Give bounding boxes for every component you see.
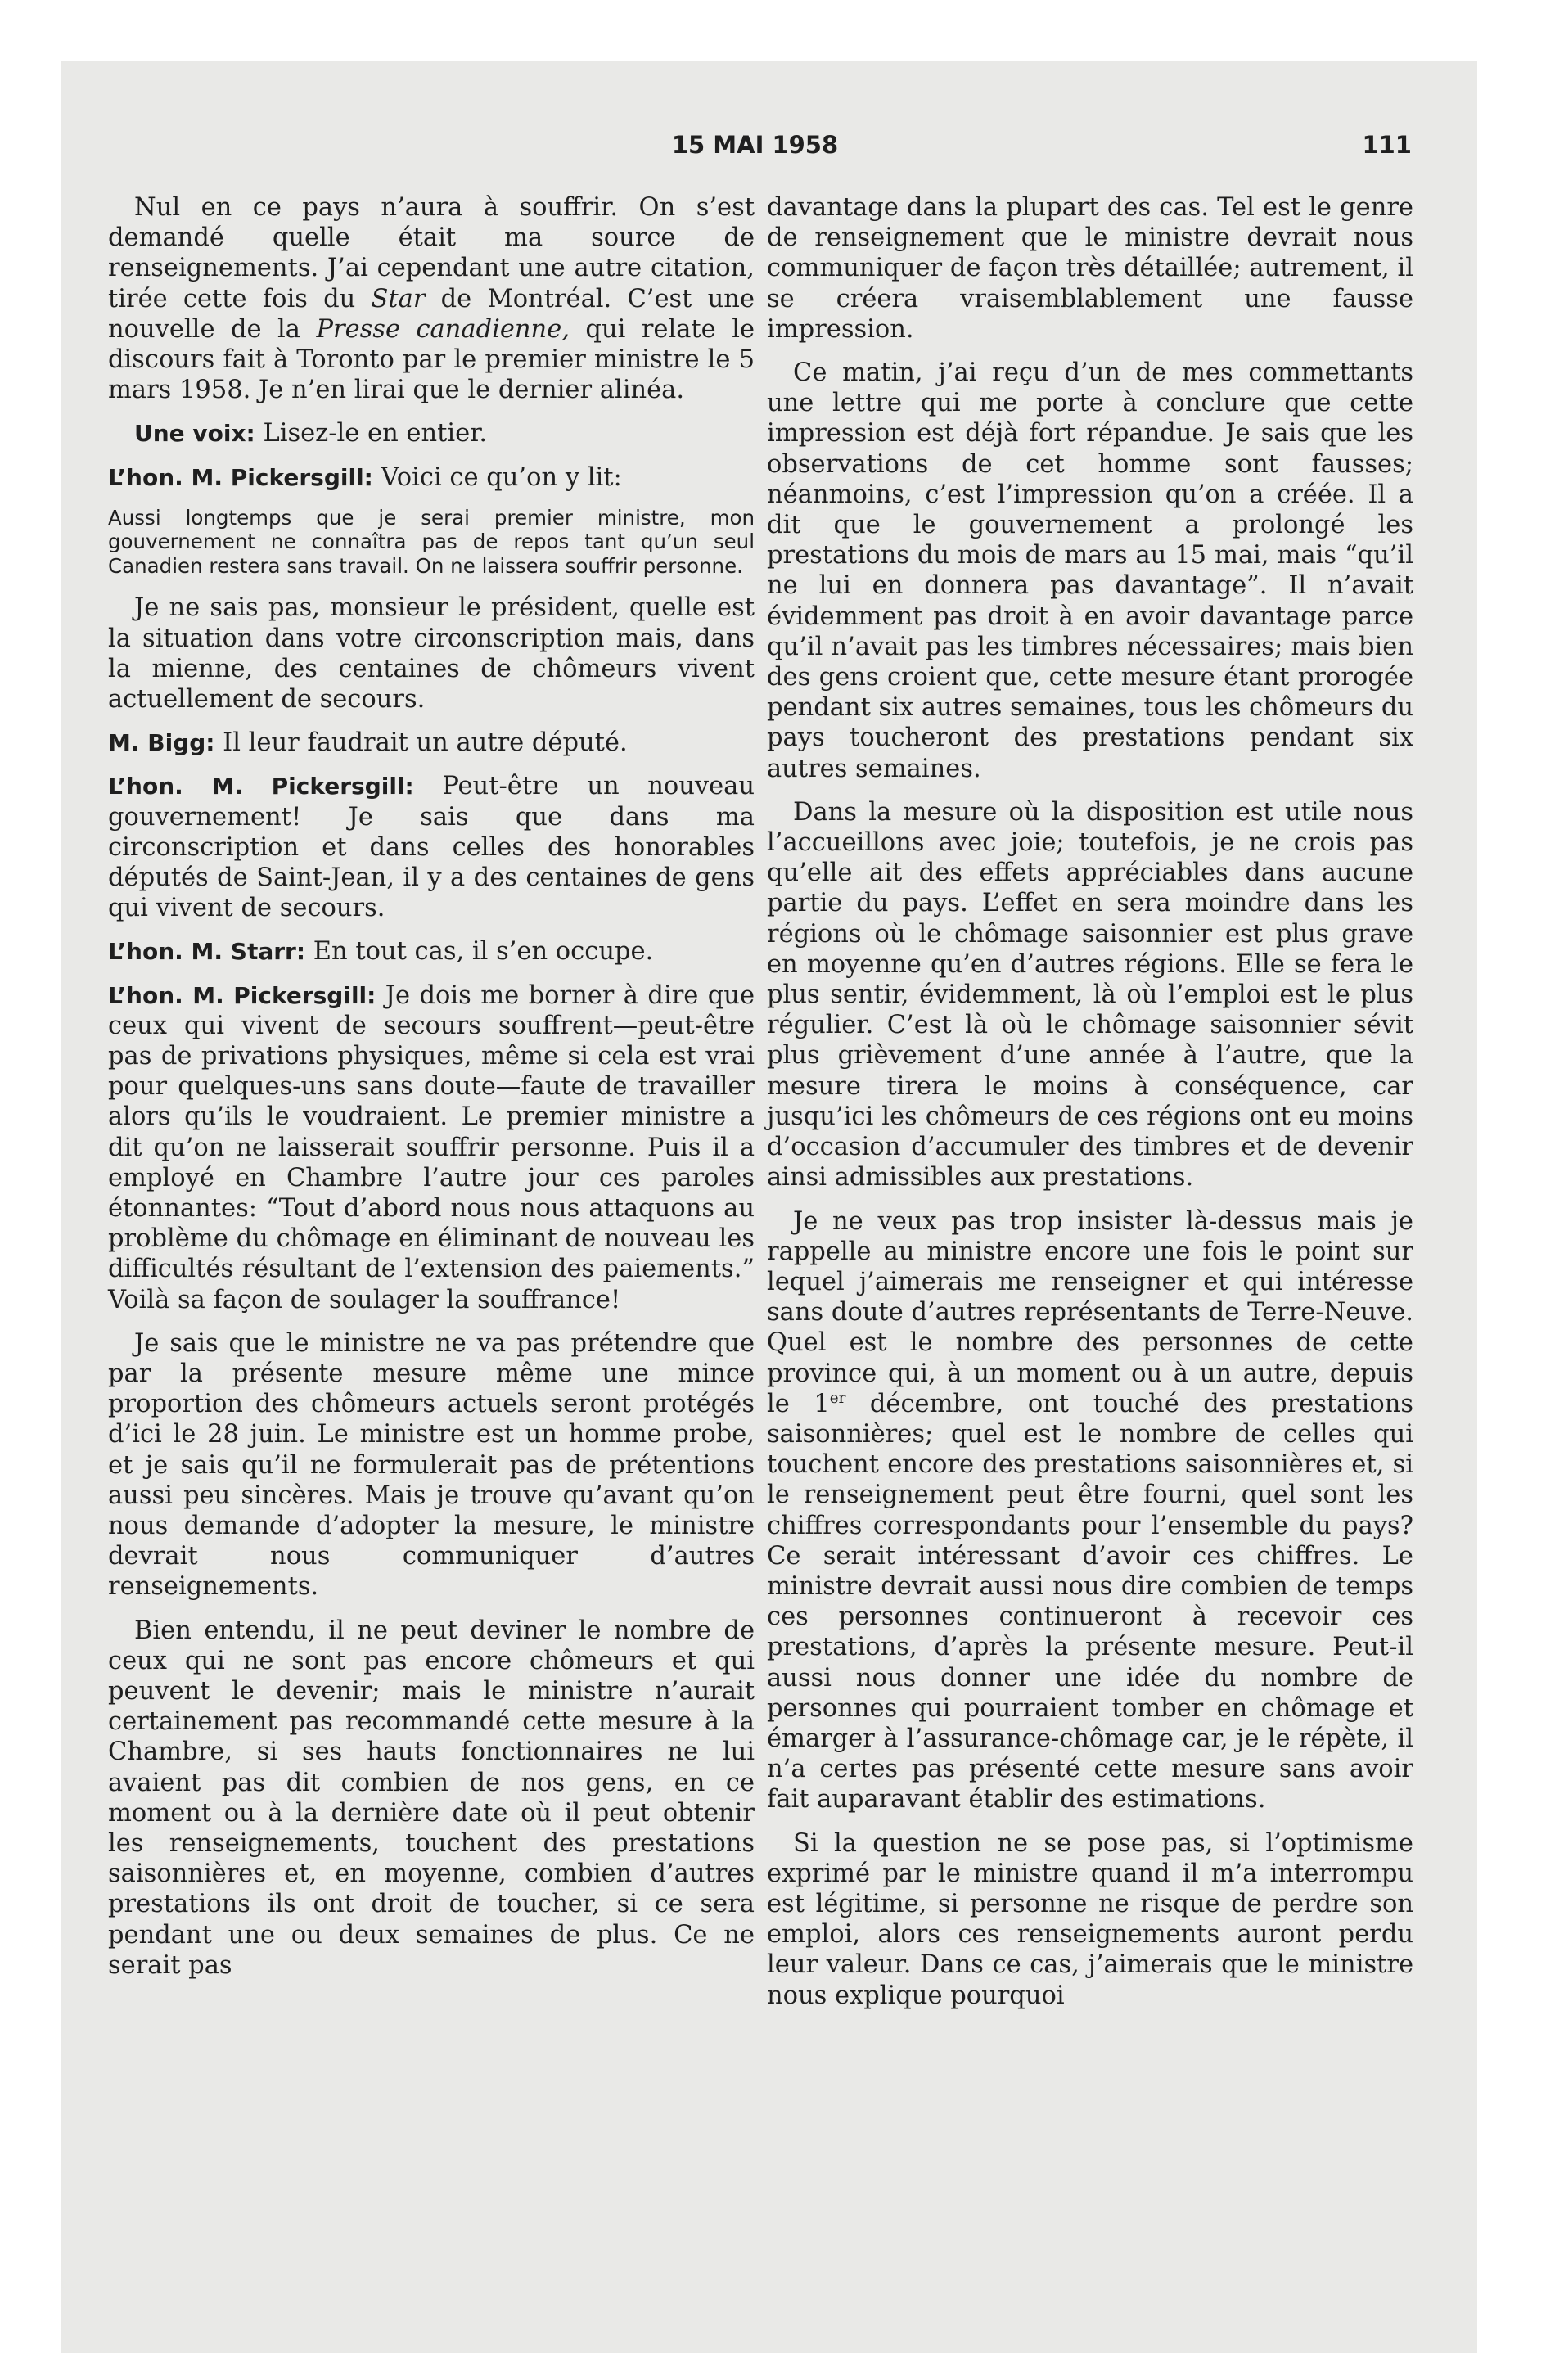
paragraph: Je ne veux pas trop insister là-dessus mais je rappelle au ministre encore une fois le point sur lequel j’aimerais me renseigner et qui intéresse sans doute d’autres représentants de Terre-Neuve. Quel est le nombre des personnes de cette province qui, à un moment ou à un autre, depuis le 1er décembre, ont touché des prestations saisonnières; quel est le nombre de celles qui touchent encore des prestations saisonnières et, si le renseignement peut être fourni, quel sont les chiffres correspondants pour l’ensemble du pays? Ce serait intéressant d’avoir ces chiffres. Le ministre devrait aussi nous dire combien de temps ces personnes continueront à recevoir ces prestations, d’après la présente mesure. Peut-il aussi nous donner une idée du nombre de personnes qui pourraient tomber en chômage et émarger à l’assurance-chômage car, je le répète, il n’a certes pas présenté cette mesure sans avoir fait auparavant établir des estimations. bbox=[767, 1206, 1413, 1814]
paragraph: Ce matin, j’ai reçu d’un de mes commettants une lettre qui me porte à conclure que cette impression est déjà fort répandue. Je sais que les observations de cet homme sont fausses; néanmoins, c’est l’impression qu’on a créée. Il a dit que le gouvernement a prolongé les prestations du mois de mars au 15 mai, mais “qu’il ne lui en donnera pas davantage”. Il n’avait évidemment pas droit à en avoir davantage parce qu’il n’avait pas les timbres nécessaires; mais bien des gens croient que, cette mesure étant prorogée pendant six autres semaines, tous les chômeurs du pays toucheront des prestations pendant six autres semaines. bbox=[767, 358, 1413, 783]
speech-paragraph: L’hon. M. Pickersgill: Peut-être un nouveau gouvernement! Je sais que dans ma circonscription et dans celles des honorables députés de Saint-Jean, il y a des centaines de gens qui vivent de secours. bbox=[108, 772, 755, 923]
superscript: er bbox=[829, 1389, 846, 1407]
speaker-name: Une voix: bbox=[134, 420, 255, 448]
paragraph: Bien entendu, il ne peut deviner le nombre de ceux qui ne sont pas encore chômeurs et qui peuvent le devenir; mais le ministre n’aurait certainement pas recommandé cette mesure à la Chambre, si ses hauts fonctionnaires ne lui avaient pas dit combien de nos gens, en ce moment ou à la dernière date où il peut obtenir les renseignements, touchent des prestations saisonnières et, en moyenne, combien d’autres prestations ils ont droit de toucher, si ce sera pendant une ou deux semaines de plus. Ce ne serait pas bbox=[108, 1616, 755, 1980]
page-header bbox=[98, 131, 1412, 169]
header-date: 15 MAI 1958 bbox=[671, 131, 839, 159]
speech-paragraph: L’hon. M. Pickersgill: Voici ce qu’on y lit: bbox=[108, 462, 622, 492]
paragraph: Je ne sais pas, monsieur le président, quelle est la situation dans votre circonscription mais, dans la mienne, des centaines de chômeurs vivent actuellement de secours. bbox=[108, 593, 755, 714]
speaker-name: L’hon. M. Pickersgill: bbox=[108, 981, 376, 1009]
paragraph: Si la question ne se pose pas, si l’optimisme exprimé par le ministre quand il m’a interrompu est légitime, si personne ne risque de perdre son emploi, alors ces renseignements auront perdu leur valeur. Dans ce cas, j’aimerais que le ministre nous explique pourquoi bbox=[767, 1828, 1413, 2010]
speech-paragraph: M. Bigg: Il leur faudrait un autre député. bbox=[108, 728, 628, 758]
speech-paragraph: Une voix: Lisez-le en entier. bbox=[134, 419, 488, 449]
paragraph: davantage dans la plupart des cas. Tel est le genre de renseignement que le ministre devrait nous communiquer de façon très détaillée; autrement, il se créera vraisemblablement une fausse impression. bbox=[767, 193, 1413, 344]
speaker-name: L’hon. M. Pickersgill: bbox=[108, 463, 373, 491]
paragraph: Je sais que le ministre ne va pas prétendre que par la présente mesure même une mince proportion des chômeurs actuels seront protégés d’ici le 28 juin. Le ministre est un homme probe, et je sais qu’il ne formulerait pas de prétentions aussi peu sincères. Mais je trouve qu’avant qu’on nous demande d’adopter la mesure, le ministre devrait nous communiquer d’autres renseignements. bbox=[108, 1328, 755, 1602]
speaker-name: L’hon. M. Starr: bbox=[108, 938, 306, 966]
agency-name: Presse canadienne, bbox=[316, 314, 570, 344]
newspaper-title: Star bbox=[371, 284, 426, 313]
speech-paragraph: L’hon. M. Pickersgill: Je dois me borner à dire que ceux qui vivent de secours souffrent—peut-être pas de privations physiques, même si cela est vrai pour quelques-uns sans doute—faute de travailler alors qu’ils le voudraient. Le premier ministre a dit qu’on ne laisserait souffrir personne. Puis il a employé en Chambre l’autre jour ces paroles étonnantes: “Tout d’abord nous nous attaquons au problème du chômage en éliminant de nouveau les difficultés résultant de l’extension des paiements.” Voilà sa façon de soulager la souffrance! bbox=[108, 980, 755, 1314]
page-number: 111 bbox=[1362, 131, 1412, 159]
right-column bbox=[767, 192, 1413, 2024]
block-quote: Aussi longtemps que je serai premier ministre, mon gouvernement ne connaîtra pas de repos tant qu’un seul Canadien restera sans travail. On ne laissera souffrir personne. bbox=[108, 505, 755, 578]
paragraph: Dans la mesure où la disposition est utile nous l’accueillons avec joie; toutefois, je ne crois pas qu’elle ait des effets appréciables dans aucune partie du pays. L’effet en sera moindre dans les régions où le chômage saisonnier est plus grave en moyenne qu’en d’autres régions. Elle se fera le plus sentir, évidemment, là où l’emploi est le plus régulier. C’est là où le chômage saisonnier sévit plus grièvement d’une année à l’autre, que la mesure tirera le moins à conséquence, car jusqu’ici les chômeurs de ces régions ont eu moins d’occasion d’accumuler des timbres et de devenir ainsi admissibles aux prestations. bbox=[767, 797, 1413, 1192]
speaker-name: L’hon. M. Pickersgill: bbox=[108, 773, 414, 800]
left-column bbox=[108, 192, 755, 1994]
speaker-name: M. Bigg: bbox=[108, 729, 215, 757]
paragraph: Nul en ce pays n’aura à souffrir. On s’est demandé quelle était ma source de renseignements. J’ai cependant une autre citation, tirée cette fois du Star de Montréal. C’est une nouvelle de la Presse canadienne, qui relate le discours fait à Toronto par le premier ministre le 5 mars 1958. Je n’en lirai que le dernier alinéa. bbox=[108, 193, 755, 405]
speech-paragraph: L’hon. M. Starr: En tout cas, il s’en occupe. bbox=[108, 937, 654, 967]
